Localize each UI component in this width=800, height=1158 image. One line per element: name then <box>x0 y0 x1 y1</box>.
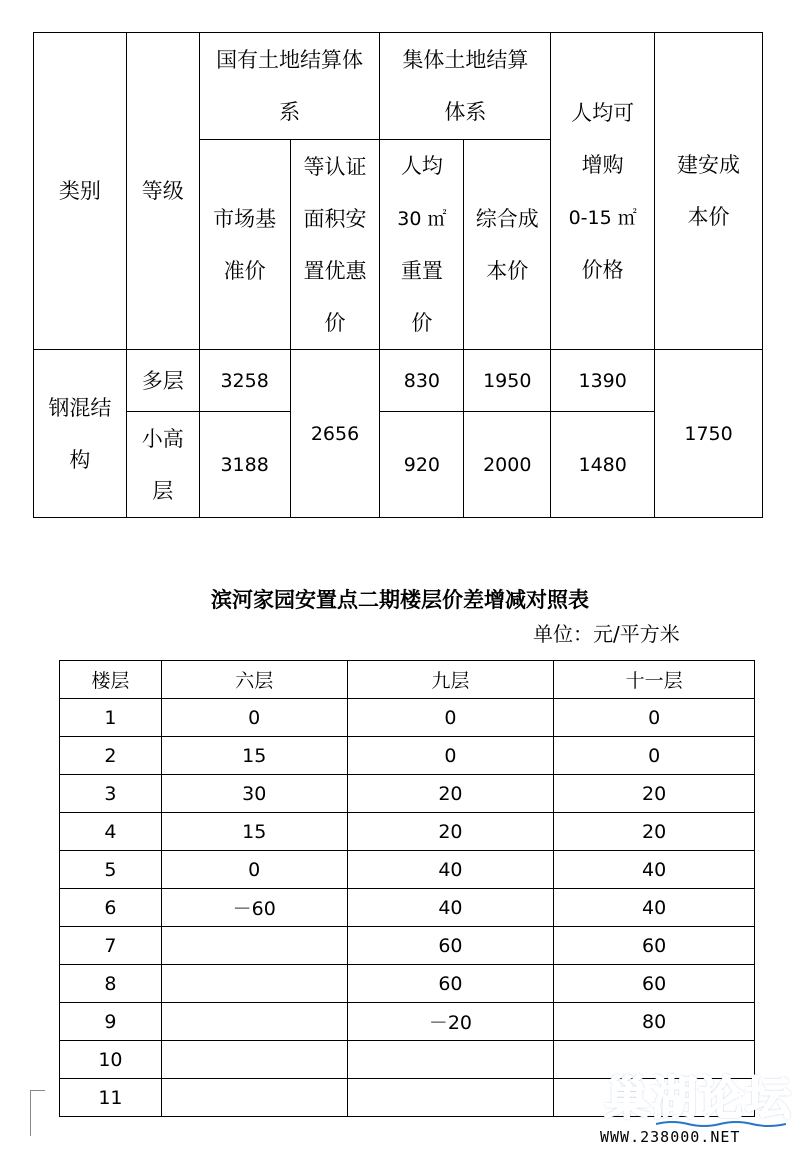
header-row <box>60 661 755 699</box>
unit-label: 单位：元/平方米 <box>533 622 680 646</box>
header-cell: 六层 <box>161 661 347 699</box>
table-row <box>60 965 755 1003</box>
structure-cell: 钢混结 构 <box>34 350 127 518</box>
per-capita-cell: 1480 <box>551 412 655 518</box>
header-composite-cost: 综合成 本价 <box>464 140 551 350</box>
header-per-capita: 人均可 增购 0-15 ㎡ 价格 <box>551 33 655 350</box>
table-row <box>60 737 755 775</box>
nine-floor-cell: 0 <box>347 699 554 737</box>
header-rebuild-price: 人均 30 ㎡ 重置 价 <box>380 140 464 350</box>
nine-floor-cell: 20 <box>347 813 554 851</box>
floor-cell: 9 <box>60 1003 162 1041</box>
six-floor-cell: 15 <box>161 737 347 775</box>
watermark-url: WWW.238000.NET <box>600 1128 741 1146</box>
header-equal-price: 等认证 面积安 置优惠 价 <box>290 140 380 350</box>
six-floor-cell: －60 <box>161 889 347 927</box>
nine-floor-cell: －20 <box>347 1003 554 1041</box>
floor-cell: 7 <box>60 927 162 965</box>
page-corner-mark <box>30 1090 45 1136</box>
nine-floor-cell <box>347 1079 554 1117</box>
market-price-cell: 3258 <box>199 350 290 412</box>
watermark-name: 巢湖论坛 <box>604 1071 792 1125</box>
six-floor-cell <box>161 965 347 1003</box>
floor-cell: 10 <box>60 1041 162 1079</box>
eleven-floor-cell: 20 <box>554 775 755 813</box>
grade-cell: 小高 层 <box>126 412 199 518</box>
composite-cost-cell: 1950 <box>464 350 551 412</box>
nine-floor-cell: 60 <box>347 965 554 1003</box>
rebuild-price-cell: 830 <box>380 350 464 412</box>
six-floor-cell: 0 <box>161 851 347 889</box>
header-grade: 等级 <box>126 33 199 350</box>
table-row <box>60 927 755 965</box>
eleven-floor-cell: 40 <box>554 889 755 927</box>
header-cell: 十一层 <box>554 661 755 699</box>
eleven-floor-cell: 40 <box>554 851 755 889</box>
header-collective-land: 集体土地结算 体系 <box>380 33 551 140</box>
eleven-floor-cell: 80 <box>554 1003 755 1041</box>
header-category: 类别 <box>34 33 127 350</box>
header-cell: 楼层 <box>60 661 162 699</box>
six-floor-cell: 0 <box>161 699 347 737</box>
eleven-floor-cell: 60 <box>554 965 755 1003</box>
table-row <box>60 813 755 851</box>
floor-cell: 3 <box>60 775 162 813</box>
eleven-floor-cell: 60 <box>554 927 755 965</box>
table-row <box>60 1003 755 1041</box>
grade-cell: 多层 <box>126 350 199 412</box>
build-cost-cell: 1750 <box>655 350 763 518</box>
table-row <box>60 775 755 813</box>
six-floor-cell <box>161 927 347 965</box>
floor-price-table <box>59 660 755 1117</box>
six-floor-cell <box>161 1079 347 1117</box>
wave-icon <box>656 1120 786 1128</box>
floor-cell: 2 <box>60 737 162 775</box>
header-market-price: 市场基 准价 <box>199 140 290 350</box>
floor-cell: 5 <box>60 851 162 889</box>
floor-table-title: 滨河家园安置点二期楼层价差增减对照表 <box>211 587 589 612</box>
header-build-cost: 建安成 本价 <box>655 33 763 350</box>
floor-cell: 4 <box>60 813 162 851</box>
eleven-floor-cell: 20 <box>554 813 755 851</box>
nine-floor-cell: 60 <box>347 927 554 965</box>
six-floor-cell <box>161 1041 347 1079</box>
table-row <box>60 889 755 927</box>
nine-floor-cell: 0 <box>347 737 554 775</box>
nine-floor-cell <box>347 1041 554 1079</box>
per-capita-cell: 1390 <box>551 350 655 412</box>
six-floor-cell <box>161 1003 347 1041</box>
six-floor-cell: 15 <box>161 813 347 851</box>
market-price-cell: 3188 <box>199 412 290 518</box>
eleven-floor-cell: 0 <box>554 737 755 775</box>
six-floor-cell: 30 <box>161 775 347 813</box>
floor-cell: 8 <box>60 965 162 1003</box>
price-system-table <box>33 32 763 518</box>
equal-price-cell: 2656 <box>290 350 380 518</box>
nine-floor-cell: 20 <box>347 775 554 813</box>
floor-cell: 11 <box>60 1079 162 1117</box>
header-state-land: 国有土地结算体 系 <box>199 33 380 140</box>
rebuild-price-cell: 920 <box>380 412 464 518</box>
composite-cost-cell: 2000 <box>464 412 551 518</box>
header-cell: 九层 <box>347 661 554 699</box>
eleven-floor-cell: 0 <box>554 699 755 737</box>
floor-cell: 6 <box>60 889 162 927</box>
floor-cell: 1 <box>60 699 162 737</box>
watermark-logo <box>598 1062 793 1152</box>
table-row <box>60 851 755 889</box>
nine-floor-cell: 40 <box>347 851 554 889</box>
nine-floor-cell: 40 <box>347 889 554 927</box>
table-row <box>60 699 755 737</box>
